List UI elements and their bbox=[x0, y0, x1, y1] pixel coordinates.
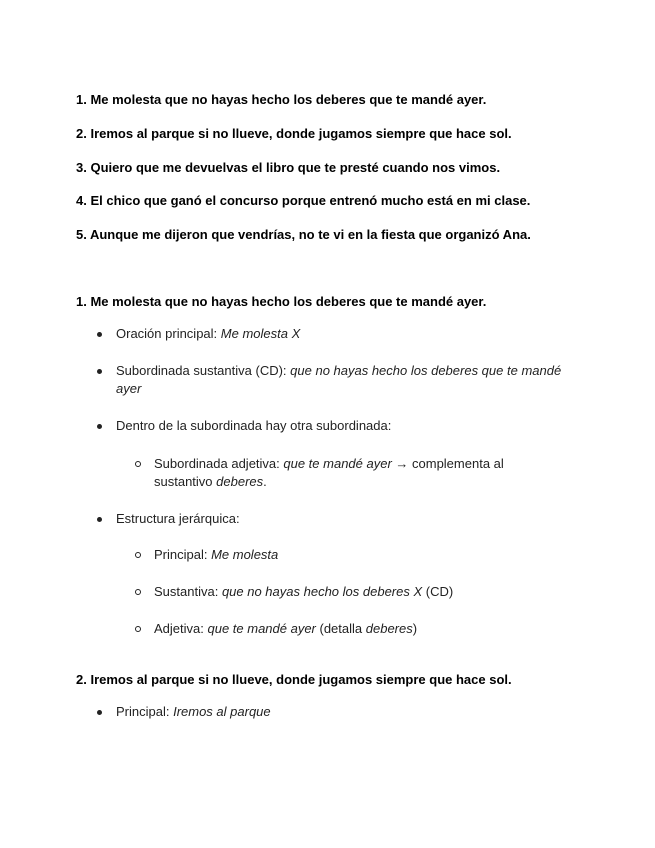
bullet-text: Estructura jerárquica: bbox=[116, 511, 240, 526]
analysis-1-bullet-estructura bbox=[96, 510, 576, 528]
analysis-1-bullet-principal bbox=[96, 325, 576, 343]
bullet-text: → complementa al sustantivo bbox=[154, 456, 504, 489]
bullet-text: ) bbox=[412, 621, 418, 636]
analysis-1-subbullet-adjetiva-2 bbox=[134, 620, 554, 638]
sentence-2: 2. Iremos al parque si no llueve, donde jugamos siempre que hace sol. bbox=[76, 126, 512, 141]
bullet-emphasis: Me molesta X bbox=[220, 326, 301, 341]
bullet-label: Subordinada sustantiva (CD): bbox=[116, 363, 291, 378]
bullet-text: . bbox=[263, 474, 267, 489]
analysis-1-subbullet-sustantiva bbox=[134, 583, 554, 601]
analysis-2-bullet-principal bbox=[96, 703, 576, 721]
bullet-text: (CD) bbox=[422, 584, 454, 599]
analysis-1-subbullet-adjetiva bbox=[134, 455, 554, 491]
sentence-5: 5. Aunque me dijeron que vendrías, no te vi en la fiesta que organizó Ana. bbox=[76, 227, 531, 242]
bullet-label: Oración principal: bbox=[116, 326, 221, 341]
bullet-emphasis: que te mandé ayer bbox=[283, 456, 392, 471]
bullet-label: Subordinada adjetiva: bbox=[154, 456, 284, 471]
analysis-1-bullet-nested bbox=[96, 417, 576, 435]
bullet-emphasis: Me molesta bbox=[211, 547, 279, 562]
sentence-3: 3. Quiero que me devuelvas el libro que te presté cuando nos vimos. bbox=[76, 160, 501, 175]
bullet-text: Dentro de la subordinada hay otra subordinada: bbox=[116, 418, 392, 433]
bullet-emphasis: que no hayas hecho los deberes que te mandé ayer bbox=[116, 363, 562, 396]
bullet-emphasis: deberes bbox=[216, 474, 264, 489]
bullet-label: Principal: bbox=[154, 547, 212, 562]
analysis-2-heading: 2. Iremos al parque si no llueve, donde jugamos siempre que hace sol. bbox=[76, 672, 512, 687]
bullet-label: Adjetiva: bbox=[154, 621, 208, 636]
analysis-1-subbullet-principal bbox=[134, 546, 554, 564]
bullet-emphasis: que te mandé ayer bbox=[207, 621, 316, 636]
bullet-text: (detalla bbox=[315, 621, 366, 636]
bullet-emphasis: deberes bbox=[365, 621, 413, 636]
analysis-1-heading: 1. Me molesta que no hayas hecho los deberes que te mandé ayer. bbox=[76, 294, 487, 309]
bullet-label: Principal: bbox=[116, 704, 174, 719]
sentence-4: 4. El chico que ganó el concurso porque entrenó mucho está en mi clase. bbox=[76, 193, 531, 208]
bullet-emphasis: que no hayas hecho los deberes X bbox=[221, 584, 423, 599]
bullet-label: Sustantiva: bbox=[154, 584, 222, 599]
analysis-1-bullet-sustantiva bbox=[96, 362, 576, 398]
sentence-1: 1. Me molesta que no hayas hecho los deberes que te mandé ayer. bbox=[76, 92, 487, 107]
bullet-emphasis: Iremos al parque bbox=[173, 704, 271, 719]
